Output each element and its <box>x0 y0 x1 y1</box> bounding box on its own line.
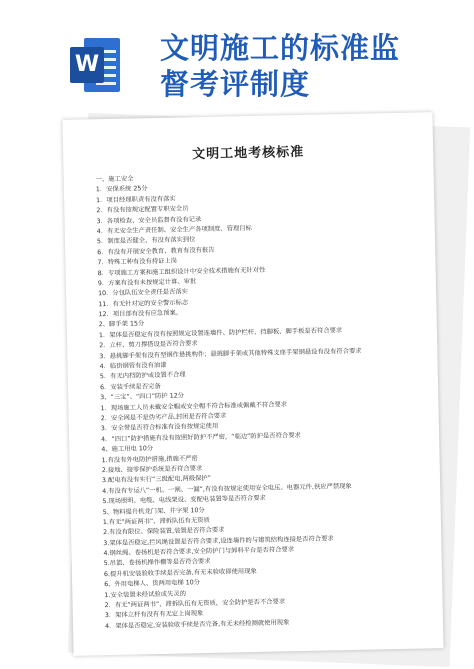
title-line-1: 文明施工的标准监 <box>160 31 401 65</box>
document-line: 1.有无“两证两书”、滞拆队伍有无资质 <box>102 516 210 527</box>
document-line: 9．方案有没有未按规定计算、审批 <box>97 278 197 288</box>
document-line: 11．有无针对定的安全警示标志 <box>98 299 189 308</box>
document-line: 2．立杆、剪刀撑搭设是否符合要求 <box>99 340 198 350</box>
document-line: 3．悬挑脚手架有没有型钢作悬挑构件；悬挑脚手架或其他特殊支座手架钢悬设有没有符合要求 <box>99 347 362 360</box>
document-line: 5.现场照明、电缆、电线架设、变配电装置等是否符合要求 <box>102 494 266 506</box>
document-preview <box>62 112 443 656</box>
document-line: 8．专项施工方案和施工组织设计中安全技术措施有无针对性 <box>97 266 266 277</box>
document-line: 2.接地、接零保护系统是否符合要求 <box>101 465 203 475</box>
document-line: 7．特殊工种有没有持证上岗 <box>97 257 178 267</box>
document-line: 3．架体立杆有没有有无定上岗现象 <box>104 610 204 620</box>
document-line: 1．安保系统 25分 <box>95 185 148 194</box>
document-line: 2．有没有按规定配置专职安全员 <box>96 205 189 215</box>
document-line: 5．有无内档防护或设置不合理 <box>99 371 186 381</box>
document-line: 4.有没有专运八“一机、一闸、一漏”,有没有按规定使用安全电压、电器元件,供应严禁现象 <box>102 482 352 495</box>
document-line: 5、物料提升机龙门架、井字架 10分 <box>102 506 205 516</box>
document-line: 4．架体是否稳定,安装验收手续是否完备,有无未经检测就使用现象 <box>104 619 290 630</box>
document-line: 4.钢丝绳、卷扬机是否符合要求,安全防护门与卸料平台是否符合要求 <box>103 546 295 558</box>
document-line: 2.有没有限位、保险装置,装置是否符合要求 <box>103 526 225 537</box>
document-title <box>160 30 470 102</box>
document-line: 6.提升机安装验收手续是否完备,有无未验收即使用现象 <box>103 567 257 579</box>
document-line: 4．“四口”防护措施有没有按照好防护不严密，“临边”防护是否符合要求 <box>101 431 301 443</box>
document-line: 4．临街钢管有没有油漆 <box>99 361 167 371</box>
document-line: 一、施工安全 <box>95 175 134 184</box>
document-line: 3．各项检查、安全员监督有没有记录 <box>96 215 202 225</box>
document-line: 1．现场施工人员未戴安全帽或安全帽不符合标准或佩戴不符合要求 <box>100 400 288 412</box>
document-line: 3.架体是否稳定,拦风绳设置是否符合要求,设连墙件的与建筑结构连接是否符合要求 <box>103 535 334 547</box>
header-banner <box>0 0 474 110</box>
title-line-2: 督考评制度 <box>160 67 311 101</box>
document-line: 10．分包队伍安全责任是否落实 <box>98 288 189 298</box>
document-line: 4、施工用电 10分 <box>101 445 154 454</box>
document-line: 2．有无“两证两书”，滞拆队伍有无资质，安全防护是否不合要求 <box>104 598 286 610</box>
document-line: 3．安全带是否符合标准有没有按规定使用 <box>100 423 219 433</box>
document-line: 1.安全装置未经试验或失灵的 <box>104 590 187 599</box>
document-body <box>96 169 426 633</box>
document-line: 3、“三宝”、“四口”防护 12分 <box>100 392 185 402</box>
document-line: 1．架体是否稳定有没有按照规定设置连墙件、防护栏杆、挡脚板、脚手板是否符合要求 <box>98 326 343 340</box>
document-line: 2、脚手架 15分 <box>98 320 145 329</box>
document-line: 6．有没有开展安全教育、教育有没有报告 <box>97 246 215 256</box>
document-line: 6、外用电梯人、货两用电梯 10分 <box>104 579 201 589</box>
document-line: 5．制度是否健全、有没有落实到位 <box>96 236 196 246</box>
document-line: 1．项目经理职责有没有落实 <box>96 195 176 205</box>
document-heading: 文明工地考核标准 <box>192 144 305 163</box>
document-line: 5.吊篮、卷扬机操作棚等是否符合要求 <box>103 558 211 568</box>
document-line: 6．安装手续是否完备 <box>99 382 161 392</box>
document-line: 12．项目部有没有应急预案。 <box>98 309 183 319</box>
document-line: 4．有无安全生产责任制、安全生产各项制度、管理目标 <box>96 224 252 236</box>
document-line: 2．安全网是不是伪劣产品,封闭是否符合要求 <box>100 412 227 423</box>
document-line: 3.配电有没有实行“三级配电,两级保护” <box>101 475 212 485</box>
document-line: 1.有没有外电防护措施,措施不严密 <box>101 454 198 464</box>
word-document-icon <box>70 38 120 92</box>
word-badge: W <box>70 47 104 83</box>
